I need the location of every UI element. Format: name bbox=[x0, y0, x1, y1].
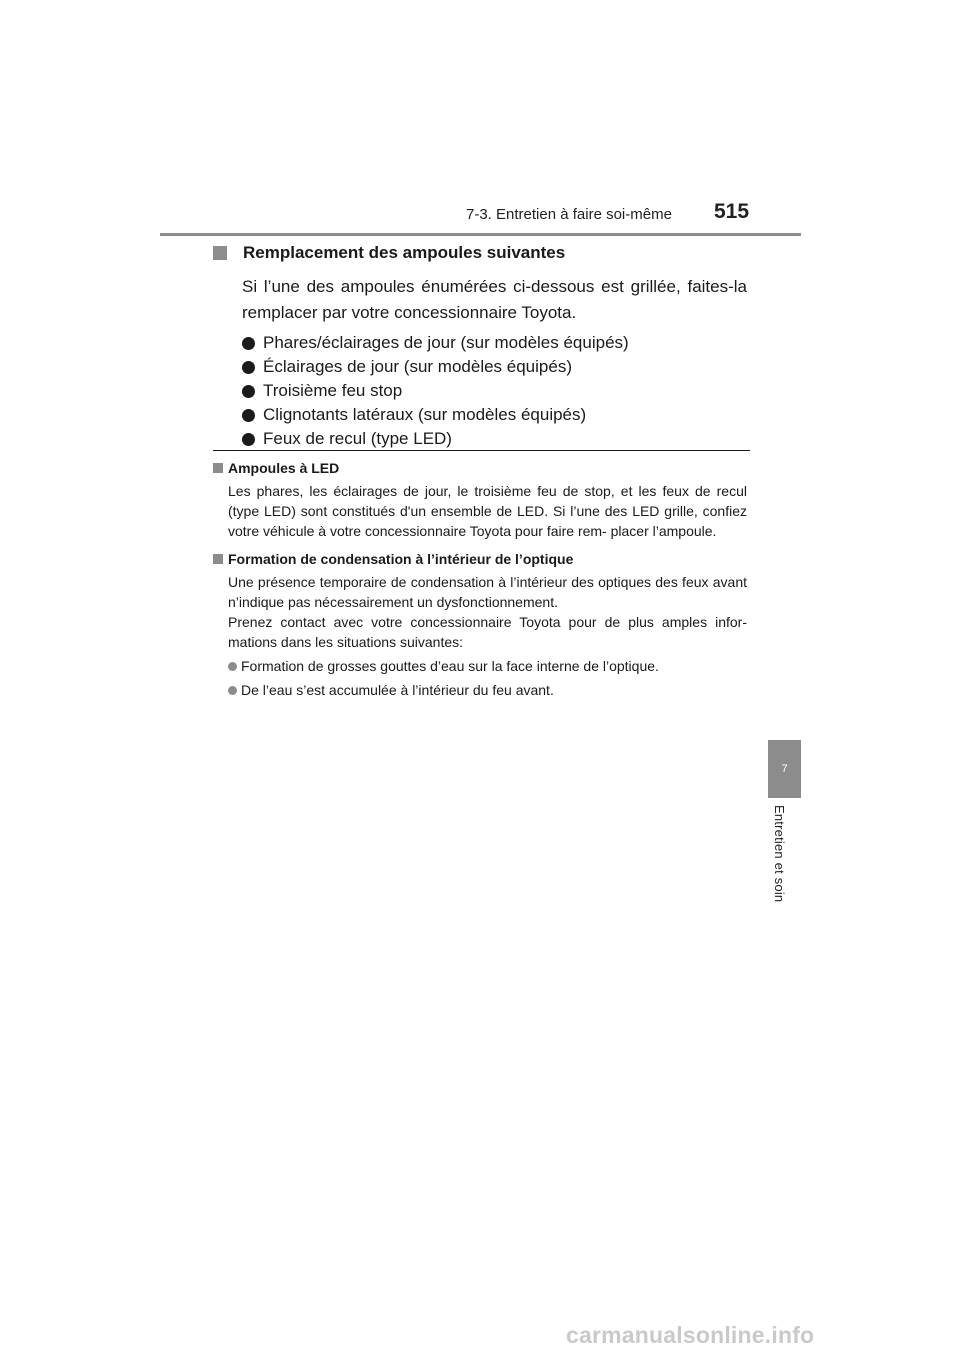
section-title: 7-3. Entretien à faire soi-même bbox=[466, 206, 672, 223]
section-divider bbox=[213, 450, 750, 451]
list-item: Clignotants latéraux (sur modèles équipés) bbox=[242, 403, 747, 427]
bullet-dot-icon bbox=[242, 361, 255, 374]
note-paragraph: Une présence temporaire de condensation à l’intérieur des optiques des feux avant n’indique pas nécessairement un dysfonctionnement. bbox=[228, 574, 747, 610]
list-item: Éclairages de jour (sur modèles équipés) bbox=[242, 355, 747, 379]
bullet-dot-icon bbox=[228, 686, 237, 695]
list-item: Feux de recul (type LED) bbox=[242, 427, 747, 451]
bullet-dot-icon bbox=[242, 433, 255, 446]
square-bullet-icon bbox=[213, 463, 223, 473]
list-item: Phares/éclairages de jour (sur modèles équipés) bbox=[242, 331, 747, 355]
note-title: Ampoules à LED bbox=[228, 460, 340, 476]
bullet-dot-icon bbox=[228, 662, 237, 671]
chapter-label: Entretien et soin bbox=[772, 805, 787, 903]
bullet-dot-icon bbox=[242, 385, 255, 398]
note-heading-row bbox=[213, 458, 747, 478]
page-number: 515 bbox=[714, 200, 750, 223]
note-paragraph: Prenez contact avec votre concessionnaire Toyota pour de plus amples infor- mations dans les situations suivantes: bbox=[228, 614, 747, 650]
list-item: De l’eau s’est accumulée à l’intérieur du feu avant. bbox=[228, 680, 747, 700]
note-body bbox=[228, 481, 747, 541]
note-paragraph: Les phares, les éclairages de jour, le troisième feu de stop, et les feux de recul (type LED) sont constitués d'un ensemble de LED. Si l’une des LED grille, confiez votre véhicule à votre concessionnaire Toyota pour faire rem- placer l’ampoule. bbox=[228, 483, 747, 539]
condensation-list bbox=[228, 656, 747, 700]
main-heading-row bbox=[213, 240, 747, 266]
chapter-tab bbox=[768, 740, 801, 798]
square-bullet-icon bbox=[213, 246, 227, 260]
note-body bbox=[228, 572, 747, 652]
notes-section bbox=[213, 458, 747, 704]
watermark: carmanualsonline.info bbox=[566, 1322, 815, 1348]
main-section bbox=[213, 240, 747, 451]
square-bullet-icon bbox=[213, 554, 223, 564]
bullet-dot-icon bbox=[242, 409, 255, 422]
chapter-number: 7 bbox=[781, 763, 788, 775]
bullet-dot-icon bbox=[242, 337, 255, 350]
note-heading-row bbox=[213, 549, 747, 569]
main-intro: Si l’une des ampoules énumérées ci-dessous est grillée, faites-la remplacer par votre concessionnaire Toyota. bbox=[242, 277, 747, 322]
list-item: Formation de grosses gouttes d’eau sur la face interne de l’optique. bbox=[228, 656, 747, 676]
list-item: Troisième feu stop bbox=[242, 379, 747, 403]
bulb-list bbox=[242, 331, 747, 451]
header-rule bbox=[160, 233, 801, 236]
main-heading: Remplacement des ampoules suivantes bbox=[243, 243, 566, 262]
note-title: Formation de condensation à l’intérieur de l’optique bbox=[228, 551, 574, 567]
